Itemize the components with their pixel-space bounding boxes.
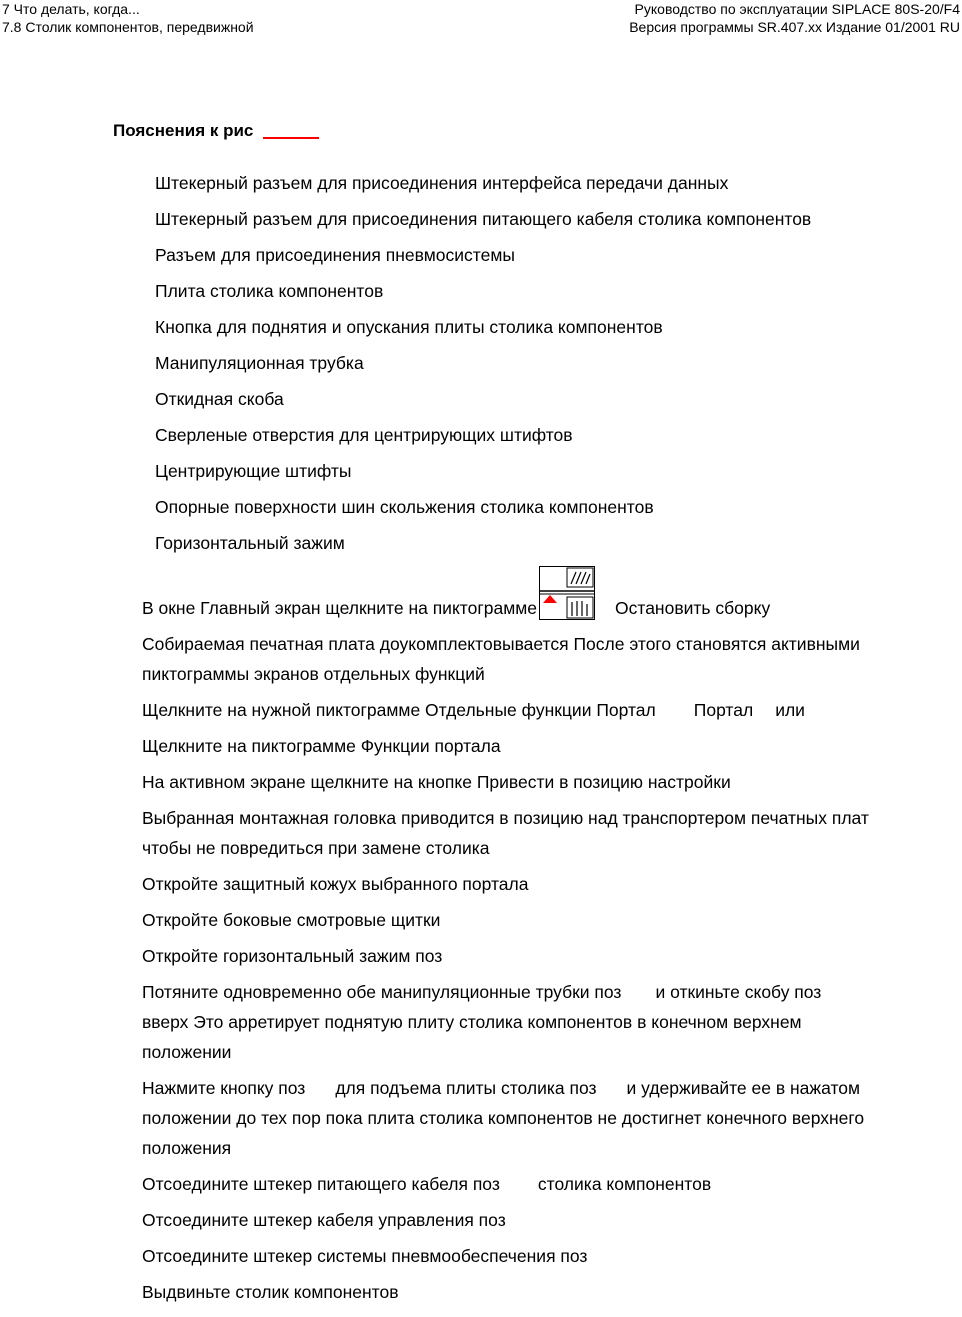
figure-caption: [113, 121, 319, 141]
step-6: Выбранная монтажная головка приводится в позицию над транспортером печатных плат чтобы не повредиться при замене столика: [142, 808, 869, 858]
legend-item: Центрирующие штифты: [155, 461, 352, 481]
manual-title: Руководство по эксплуатации SIPLACE 80S-20/F4: [634, 1, 960, 17]
version-info: Версия программы SR.407.xx Издание 01/2001 RU: [629, 19, 960, 35]
legend-item: Опорные поверхности шин скольжения столика компонентов: [155, 497, 654, 517]
legend-item: Плита столика компонентов: [155, 281, 384, 301]
figure-number-blank: [263, 137, 319, 139]
step-2: Собираемая печатная плата доукомплектовывается После этого становятся активными пиктограммы экранов отдельных функций: [142, 634, 860, 684]
step-10: Потяните одновременно обе манипуляционные трубки поз и откиньте скобу поз вверх Это арретирует поднятую плиту столика компонентов в конечном верхнем положении: [142, 982, 822, 1062]
step-9: Откройте горизонтальный зажим поз: [142, 946, 443, 966]
step-5: На активном экране щелкните на кнопке Привести в позицию настройки: [142, 772, 731, 792]
step-1: В окне Главный экран щелкните на пиктограмме Остановить сборку: [142, 566, 962, 623]
chapter-title: 7 Что делать, когда...: [2, 1, 140, 17]
step-14: Отсоедините штекер системы пневмообеспечения поз: [142, 1246, 588, 1266]
header-left: [2, 0, 254, 36]
legend-item: Манипуляционная трубка: [155, 353, 364, 373]
legend-item: Разъем для присоединения пневмосистемы: [155, 245, 515, 265]
step-3: Щелкните на нужной пиктограмме Отдельные функции Портал Портал или: [142, 700, 805, 720]
step-15: Выдвиньте столик компонентов: [142, 1282, 399, 1302]
legend-item: Откидная скоба: [155, 389, 284, 409]
legend-item: Кнопка для поднятия и опускания плиты столика компонентов: [155, 317, 663, 337]
legend-item: Сверленые отверстия для центрирующих штифтов: [155, 425, 573, 445]
legend-list: [155, 170, 811, 566]
step-8: Откройте боковые смотровые щитки: [142, 910, 441, 930]
legend-item: Штекерный разъем для присоединения питающего кабеля столика компонентов: [155, 209, 812, 229]
step-4: Щелкните на пиктограмме Функции портала: [142, 736, 501, 756]
header-right: [629, 0, 960, 36]
procedure-steps: [142, 566, 962, 1313]
step-7: Откройте защитный кожух выбранного портала: [142, 874, 529, 894]
legend-item: Горизонтальный зажим: [155, 533, 345, 553]
legend-item: Штекерный разъем для присоединения интерфейса передачи данных: [155, 173, 729, 193]
step-12: Отсоедините штекер питающего кабеля поз столика компонентов: [142, 1174, 712, 1194]
step-13: Отсоедините штекер кабеля управления поз: [142, 1210, 506, 1230]
caption-text: Пояснения к рис: [113, 121, 254, 140]
section-title: 7.8 Столик компонентов, передвижной: [2, 19, 254, 35]
stop-assembly-icon: [539, 566, 595, 620]
step-11: Нажмите кнопку поз для подъема плиты столика поз и удерживайте ее в нажатом положении до тех пор пока плита столика компонентов не достигнет конечного верхнего положения: [142, 1078, 865, 1158]
